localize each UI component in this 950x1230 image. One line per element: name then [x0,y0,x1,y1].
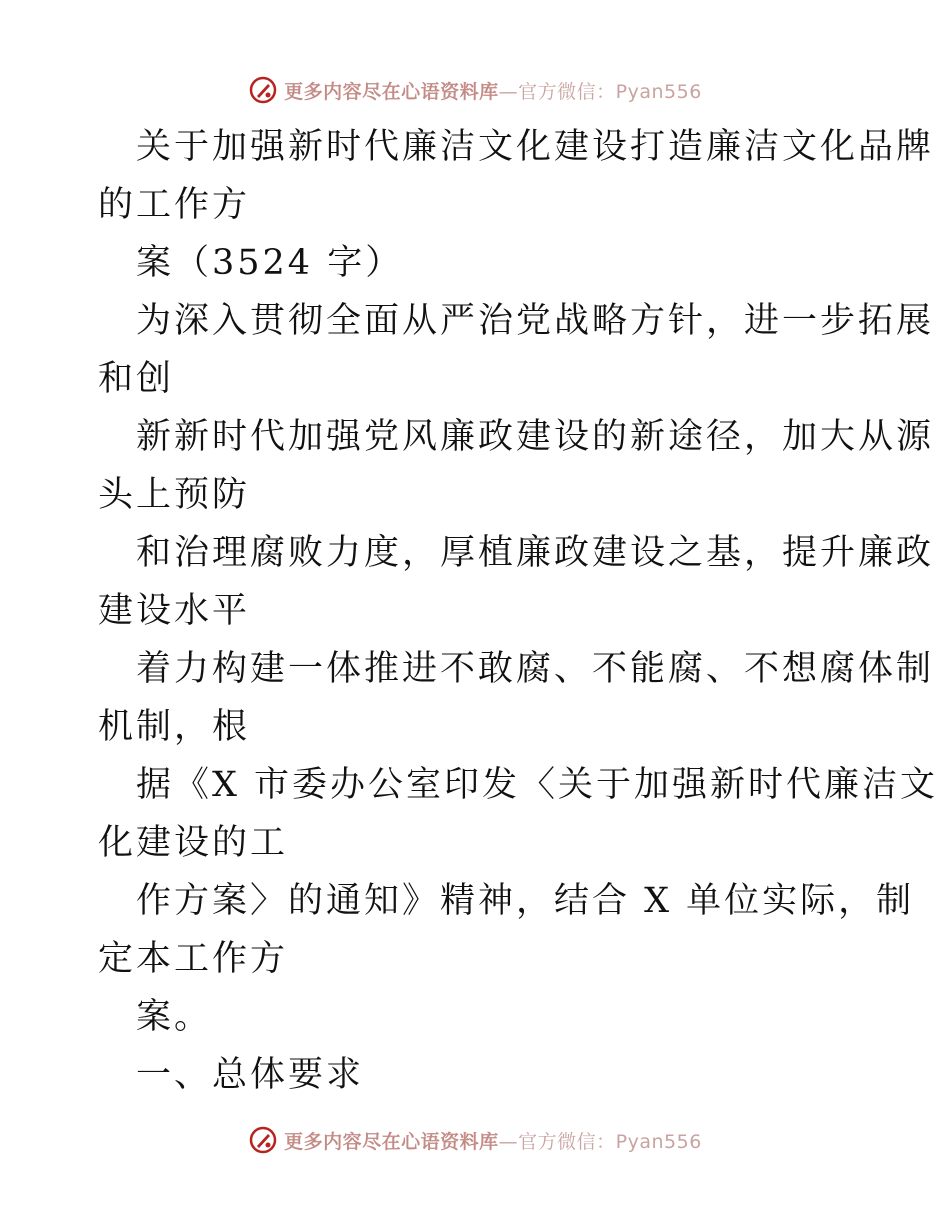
doc-line: 头上预防 [98,475,251,515]
doc-line: 的工作方 [98,185,251,225]
pen-seal-icon [248,1125,278,1155]
doc-line: 为深入贯彻全面从严治党战略方针，进一步拓展 [136,301,935,341]
banner-dash: — [498,1130,519,1153]
doc-line: 新新时代加强党风廉政建设的新途径，加大从源 [136,417,935,457]
footer-watermark-banner [0,1120,950,1160]
banner-tail: 官方微信：Pyan556 [518,80,702,103]
doc-line: 和创 [98,359,175,399]
banner-lead: 更多内容尽在心语资料库 [284,80,499,103]
pen-seal-icon [248,75,278,105]
header-watermark-banner [0,70,950,110]
doc-line: 机制，根 [98,707,251,747]
doc-line: 据《X 市委办公室印发〈关于加强新时代廉洁文 [136,765,939,805]
banner-lead: 更多内容尽在心语资料库 [284,1130,499,1153]
doc-line: 关于加强新时代廉洁文化建设打造廉洁文化品牌 [136,127,935,167]
banner-text [284,77,702,104]
doc-line: 建设水平 [98,591,251,631]
doc-line: 着力构建一体推进不敢腐、不能腐、不想腐体制 [136,649,935,689]
doc-line: 化建设的工 [98,823,289,863]
section-heading: 一、总体要求 [136,1055,365,1095]
doc-line: 案。 [136,997,213,1037]
doc-line: 定本工作方 [98,939,289,979]
doc-line: 作方案〉的通知》精神，结合 X 单位实际，制 [136,881,915,921]
doc-line: 和治理腐败力度，厚植廉政建设之基，提升廉政 [136,533,935,573]
banner-text [284,1127,702,1154]
banner-tail: 官方微信：Pyan556 [518,1130,702,1153]
doc-line: 案（3524 字） [136,243,404,283]
document-body [98,118,939,1104]
banner-dash: — [498,80,519,103]
